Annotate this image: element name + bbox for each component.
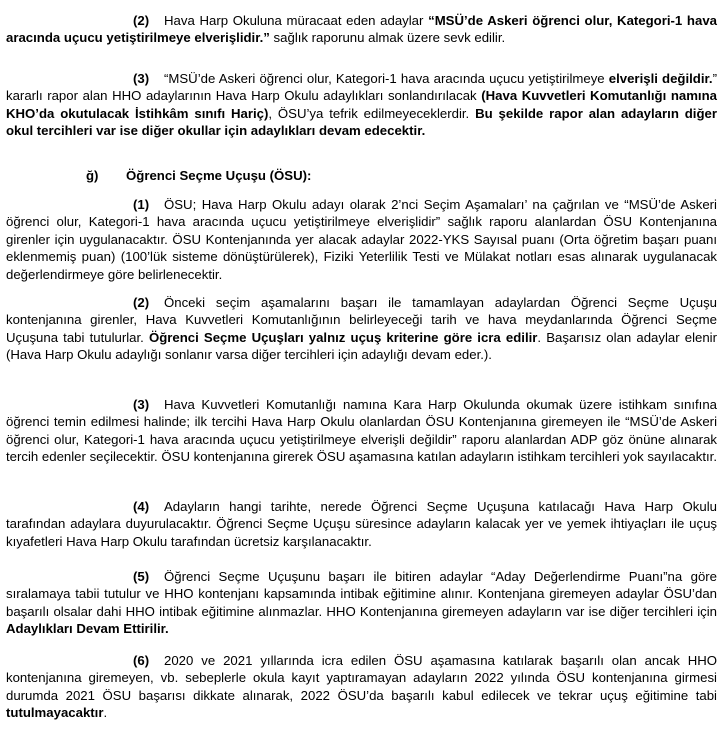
paragraph-number: (2) [133, 295, 150, 310]
segment: Öğrenci Seçme Uçuşunu başarı ile bitiren adaylar “Aday Değerlendirme Puanı”na göre sıralamaya tabii tutulur ve HHO kontenjanı kapsamında intibak eğitimine alınır. Kontenjana giremeyen adaylar ÖSU’dan başarılı olsalar dahi HHO intibak eğitimine alınmazlar. HHO Kontenjanına giremeyen adayların var ise diğer tercihleri için [6, 569, 717, 619]
segment: sağlık raporunu almak üzere sevk edilir. [269, 30, 506, 46]
segment-bold: (Hava Kuvvetleri Komutanlığı namına KHO’da okutulacak İstihkâm sınıfı Hariç) [6, 88, 717, 121]
section-heading [86, 167, 311, 184]
osu-paragraph-5 [6, 568, 717, 638]
osu-paragraph-2 [6, 294, 717, 364]
segment: Hava Harp Okuluna müracaat eden adaylar [164, 13, 429, 28]
segment: . Başarısız olan adaylar elenir (Hava Harp Okulu adaylığı sonlanır varsa diğer tercihleri için adaylığı devam eder.). [6, 329, 718, 363]
segment-bold: Öğrenci Seçme Uçuşları yalnız uçuş kriterine göre icra edilir [148, 329, 538, 345]
paragraph-number: (2) [133, 13, 150, 28]
segment: Hava Kuvvetleri Komutanlığı namına Kara Harp Okulunda okumak üzere istihkam sınıfına öğrenci temin edilmesi halinde; ilk tercihi Hava Harp Okulu olanlardan ÖSU Kontenjanına giremeyen ile “MSÜ’de Askeri öğrenci olur, Kategori-1 hava aracında uçucu yetiştirilmeye elverişli değildir” raporu alanlardan ADP göz önüne alınarak tercih edenler seçilecektir. ÖSU kontenjanına girerek ÖSU aşamasına katılan adayların istihkam tercihleri yok sayılacaktır. [6, 397, 717, 465]
segment-bold: tutulmayacaktır [6, 705, 104, 721]
segment: . [103, 705, 108, 721]
segment: Adayların hangi tarihte, nerede Öğrenci Seçme Uçuşuna katılacağı Hava Harp Okulu tarafından adaylara duyurulacaktır. Öğrenci Seçme Uçuşu süresince adayların kalacak yer ve yemek ihtiyaçları ile uçuş kıyafetleri Hava Harp Okulu tarafından ücretsiz karşılanacaktır. [6, 499, 717, 549]
segment: 2020 ve 2021 yıllarında icra edilen ÖSU aşamasına katılarak başarılı olan ancak HHO kontenjanına giremeyen, vb. sebeplerle okula kayıt yaptıramayan adayların 2022 yılında ÖSU kontenjanına girmesi durumda 2021 ÖSU başarısı dikkate alınarak, 2022 ÖSU’da başarılı kabul edilecek ve tekrar uçuş eğitimine tabi [6, 653, 717, 703]
paragraph-2 [6, 12, 717, 47]
paragraph-number: (3) [133, 397, 150, 412]
paragraph-number: (1) [133, 197, 150, 212]
segment: ÖSU; Hava Harp Okulu adayı olarak 2’nci Seçim Aşamaları’ na çağrılan ve “MSÜ’de Askeri öğrenci olur, Kategori-1 hava aracında uçucu yetiştirilmeye elverişlidir” sağlık raporu alanlardan ÖSU Kontenjanına girenler için uygulanacaktır. ÖSU Kontenjanında yer alacak adaylar 2022-YKS Sayısal puanı (Orta öğretim başarı puanı eklenmemiş puan) (100’lük sisteme dönüştürülerek), Fiziki Yeterlilik Testi ve Mülakat notları esas alınarak uygulanacak değerlendirmeye göre belirlenecektir. [6, 197, 717, 282]
section-title: Öğrenci Seçme Uçuşu (ÖSU): [126, 168, 312, 183]
segment: “MSÜ’de Askeri öğrenci olur, Kategori-1 hava aracında uçucu yetiştirilmeye [164, 71, 609, 86]
paragraph-number: (5) [133, 569, 150, 584]
osu-paragraph-3 [6, 396, 717, 466]
paragraph-number: (4) [133, 499, 150, 514]
segment-bold: “MSÜ’de Askeri öğrenci olur, Kategori-1 hava aracında uçucu yetiştirilmeye elverişlidir.” [6, 13, 717, 46]
paragraph-3 [6, 70, 717, 140]
osu-paragraph-1 [6, 196, 717, 283]
segment: Önceki seçim aşamalarını başarı ile tamamlayan adaylardan Öğrenci Seçme Uçuşu kontenjanına girenler, Hava Kuvvetleri Komutanlığının belirleyeceği tarih ve hava meydanlarında Öğrenci Seçme Uçuşuna tabi tutulurlar. [6, 295, 717, 345]
segment: ” kararlı rapor alan HHO adaylarının Hava Harp Okulu adaylıkları sonlandırılacak [6, 71, 717, 104]
osu-paragraph-6 [6, 652, 717, 722]
osu-paragraph-4 [6, 498, 717, 550]
paragraph-number: (6) [133, 653, 150, 668]
segment-bold: Adaylıkları Devam Ettirilir. [6, 621, 169, 637]
paragraph-number: (3) [133, 71, 150, 86]
segment: , ÖSU’ya tefrik edilmeyeceklerdir. [268, 105, 476, 121]
section-letter: ğ) [86, 168, 99, 183]
segment-bold: elverişli değildir. [608, 71, 713, 86]
segment-bold: Bu şekilde rapor alan adayların diğer okul tercihleri var ise diğer okullar için adaylıkları devam edecektir. [6, 105, 717, 139]
